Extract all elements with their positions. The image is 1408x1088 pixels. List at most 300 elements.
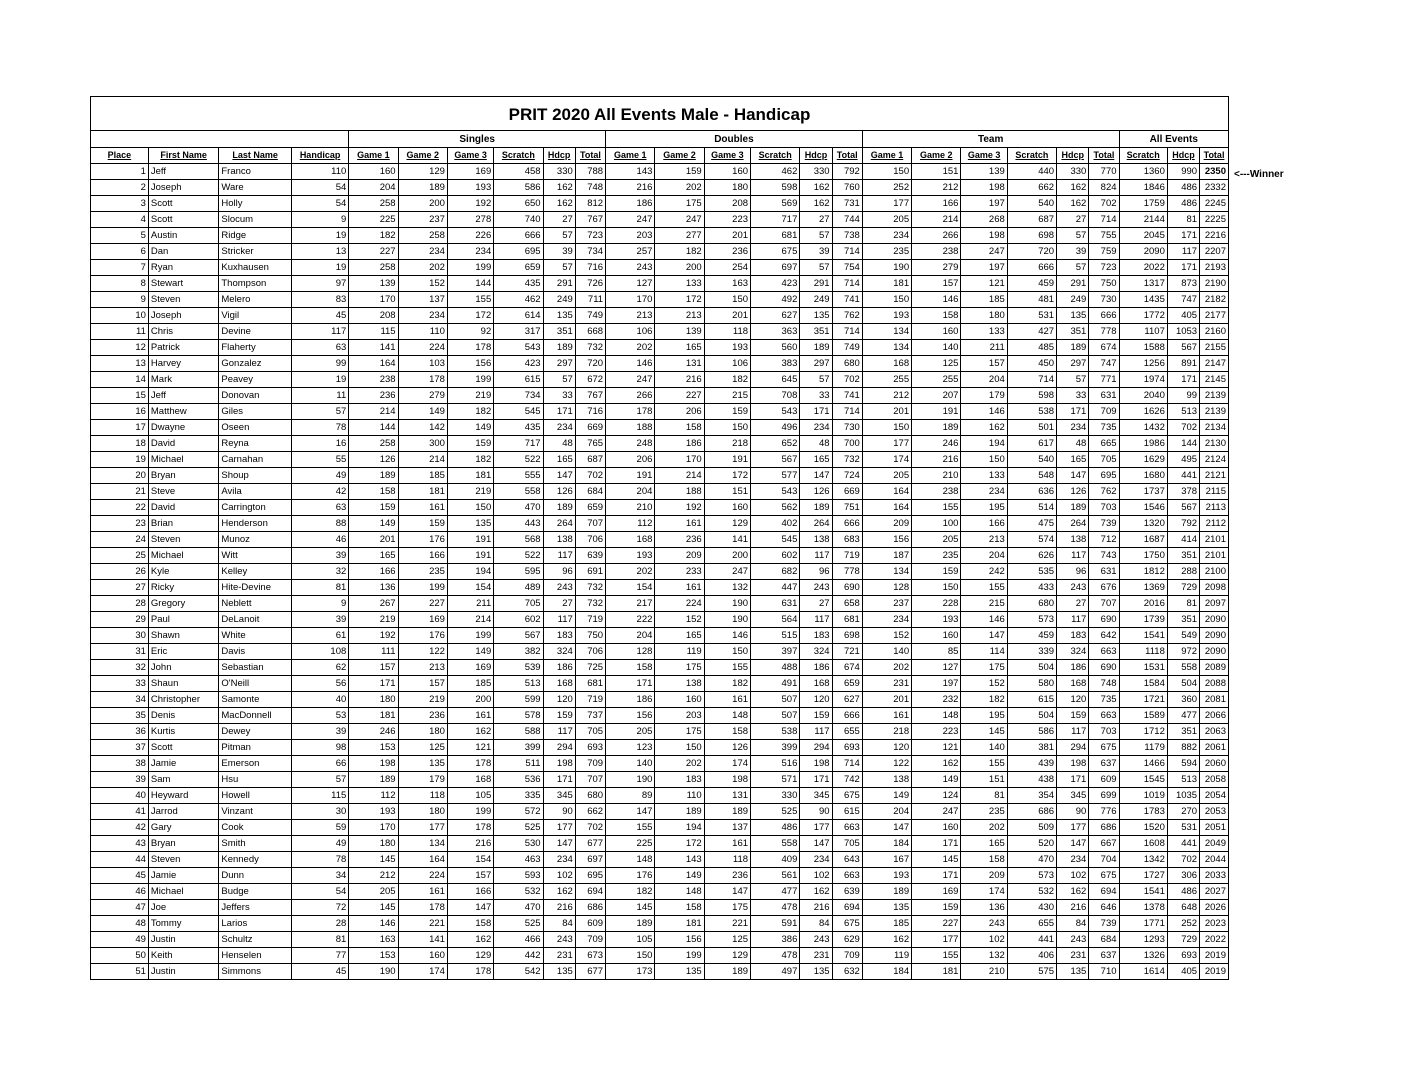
table-cell: 222 [606,612,655,628]
table-cell: 57 [1057,260,1089,276]
table-cell: 205 [862,468,911,484]
table-cell: 219 [398,692,447,708]
table-cell: 171 [800,404,832,420]
table-cell: 723 [1089,260,1119,276]
table-cell: 158 [961,852,1007,868]
table-cell: 249 [1057,292,1089,308]
table-cell: 199 [447,260,493,276]
table-cell: 423 [751,276,800,292]
table-cell: 186 [543,660,575,676]
table-cell: 121 [912,740,961,756]
table-cell: 2332 [1200,180,1228,196]
table-cell: 218 [704,436,750,452]
table-cell: 214 [398,452,447,468]
table-cell: 119 [862,948,911,964]
table-cell: 750 [1089,276,1119,292]
table-cell: 166 [398,548,447,564]
table-cell: 709 [832,948,862,964]
table-cell: 277 [655,228,704,244]
table-cell: 151 [961,772,1007,788]
table-cell: 25 [91,548,148,564]
table-cell: 171 [800,772,832,788]
table-cell: 1256 [1119,356,1167,372]
table-cell: Steven [148,292,218,308]
table-cell: 141 [398,932,447,948]
table-row [91,788,1228,804]
table-cell: 330 [751,788,800,804]
table-cell: 208 [349,308,398,324]
table-cell: 1 [91,164,148,180]
table-cell: 739 [1089,516,1119,532]
table-cell: 110 [655,788,704,804]
table-cell: Steven [148,852,218,868]
table-cell: 59 [291,820,348,836]
table-cell: 195 [961,708,1007,724]
table-cell: 170 [606,292,655,308]
table-cell: 92 [447,324,493,340]
table-cell: 125 [704,932,750,948]
table-cell: 96 [543,564,575,580]
table-cell: Scott [148,196,218,212]
table-cell: 690 [1089,660,1119,676]
table-cell: 90 [800,804,832,820]
table-cell: 525 [494,820,543,836]
table-cell: Howell [219,788,292,804]
table-cell: DeLanoit [219,612,292,628]
table-cell: 186 [1057,660,1089,676]
table-cell: 2066 [1200,708,1228,724]
table-cell: Thompson [219,276,292,292]
table-cell: 140 [912,340,961,356]
table-cell: 147 [1057,468,1089,484]
table-cell: 267 [349,596,398,612]
table-cell: 706 [575,532,605,548]
table-cell: 748 [1089,676,1119,692]
table-cell: 198 [543,756,575,772]
table-cell: 131 [655,356,704,372]
table-cell: 511 [494,756,543,772]
table-cell: 162 [543,884,575,900]
table-cell: 159 [1057,708,1089,724]
table-cell: 515 [751,628,800,644]
table-cell: Joe [148,900,218,916]
table-cell: 178 [606,404,655,420]
table-cell: 147 [862,820,911,836]
table-cell: Heyward [148,788,218,804]
table-cell: 145 [349,852,398,868]
table-cell: 223 [704,212,750,228]
table-cell: 236 [349,388,398,404]
table-row [91,500,1228,516]
table-cell: 144 [349,420,398,436]
table-cell: 135 [800,308,832,324]
table-cell: 1520 [1119,820,1167,836]
table-cell: Bryan [148,468,218,484]
table-cell: 171 [1167,228,1199,244]
table-cell: 171 [1057,772,1089,788]
table-cell: 57 [800,372,832,388]
table-cell: 741 [832,388,862,404]
table-cell: 676 [1089,580,1119,596]
table-cell: Holly [219,196,292,212]
table-cell: 145 [349,900,398,916]
table-cell: 34 [291,868,348,884]
table-cell: 719 [832,548,862,564]
table-cell: 11 [291,388,348,404]
table-cell: Davis [219,644,292,660]
table-cell: 234 [398,308,447,324]
group-doubles: Doubles [606,131,863,148]
table-cell: 2155 [1200,340,1228,356]
table-cell: 48 [543,436,575,452]
table-cell: 2090 [1119,244,1167,260]
column-header: Total [832,148,862,164]
table-cell: Hite-Devine [219,580,292,596]
table-cell: 139 [349,276,398,292]
table-row [91,484,1228,500]
table-cell: 767 [575,388,605,404]
table-cell: 702 [1089,196,1119,212]
table-cell: 548 [1007,468,1056,484]
table-cell: 225 [349,212,398,228]
table-cell: 237 [398,212,447,228]
table-cell: 150 [704,292,750,308]
table-cell: 146 [912,292,961,308]
table-cell: 132 [704,580,750,596]
table-cell: 138 [800,532,832,548]
table-cell: 135 [862,900,911,916]
table-cell: 11 [91,324,148,340]
table-cell: 204 [961,548,1007,564]
table-cell: 507 [751,708,800,724]
table-cell: 525 [494,916,543,932]
table-cell: 27 [543,596,575,612]
table-cell: 1739 [1119,612,1167,628]
table-cell: 186 [606,196,655,212]
table-cell: 378 [1167,484,1199,500]
table-row [91,340,1228,356]
table-cell: 513 [1167,772,1199,788]
table-cell: 243 [800,932,832,948]
table-cell: 126 [349,452,398,468]
table-cell: 159 [398,516,447,532]
table-cell: 150 [447,500,493,516]
table-cell: 19 [291,372,348,388]
table-cell: 258 [349,260,398,276]
table-cell: 477 [1167,708,1199,724]
table-cell: Henselen [219,948,292,964]
table-cell: 189 [912,420,961,436]
table-cell: 169 [912,884,961,900]
table-cell: 211 [447,596,493,612]
table-cell: 134 [862,340,911,356]
table-cell: 32 [291,564,348,580]
table-cell: 1771 [1119,916,1167,932]
table-cell: 3 [91,196,148,212]
table-cell: 224 [398,340,447,356]
table-cell: 149 [349,516,398,532]
table-cell: 2147 [1200,356,1228,372]
table-cell: 268 [961,212,1007,228]
table-cell: 459 [1007,628,1056,644]
table-cell: 626 [1007,548,1056,564]
table-cell: 6 [91,244,148,260]
table-cell: 193 [349,804,398,820]
table-cell: 430 [1007,900,1056,916]
table-cell: 224 [398,868,447,884]
table-cell: 236 [704,244,750,260]
table-cell: 155 [704,660,750,676]
table-cell: 149 [398,404,447,420]
table-cell: 163 [349,932,398,948]
table-cell: MacDonnell [219,708,292,724]
table-cell: 716 [575,404,605,420]
table-cell: 49 [91,932,148,948]
table-cell: 609 [1089,772,1119,788]
table-cell: 36 [91,724,148,740]
table-cell: 199 [447,804,493,820]
table-cell: 133 [961,468,1007,484]
table-cell: 168 [1057,676,1089,692]
table-cell: Jeffers [219,900,292,916]
table-cell: 189 [1057,500,1089,516]
table-cell: 166 [961,516,1007,532]
table-cell: 57 [1057,228,1089,244]
table-cell: 792 [1167,516,1199,532]
table-cell: 522 [494,452,543,468]
table-cell: 162 [912,756,961,772]
table-cell: 164 [862,484,911,500]
table-cell: 198 [961,228,1007,244]
table-cell: 477 [751,884,800,900]
table-cell: 176 [398,532,447,548]
table-cell: 168 [862,356,911,372]
table-cell: 96 [1057,564,1089,580]
table-cell: 516 [751,756,800,772]
table-cell: 204 [606,484,655,500]
table-cell: 191 [447,548,493,564]
table-cell: 147 [800,468,832,484]
table-cell: 126 [1057,484,1089,500]
table-cell: 147 [800,836,832,852]
table-cell: 639 [832,884,862,900]
table-cell: 117 [291,324,348,340]
table-row [91,948,1228,964]
table-cell: 675 [1089,740,1119,756]
table-cell: 1320 [1119,516,1167,532]
column-header: Hdcp [800,148,832,164]
table-cell: 27 [800,212,832,228]
table-cell: 14 [91,372,148,388]
table-cell: 324 [543,644,575,660]
table-cell: 681 [751,228,800,244]
table-cell: 201 [862,692,911,708]
table-cell: 165 [1057,452,1089,468]
table-cell: 84 [1057,916,1089,932]
table-cell: Smith [219,836,292,852]
table-cell: 681 [832,612,862,628]
table-cell: 117 [1057,724,1089,740]
table-cell: 155 [447,292,493,308]
table-cell: 264 [543,516,575,532]
table-cell: 182 [704,372,750,388]
table-cell: 180 [398,804,447,820]
table-cell: Denis [148,708,218,724]
table-cell: 447 [751,580,800,596]
table-cell: Kurtis [148,724,218,740]
table-cell: 132 [961,948,1007,964]
table-cell: 189 [800,500,832,516]
table-cell: 102 [961,932,1007,948]
table-cell: 168 [543,676,575,692]
table-cell: 181 [655,916,704,932]
table-cell: 198 [349,756,398,772]
table-cell: 159 [447,436,493,452]
table-cell: 57 [291,772,348,788]
table-cell: 102 [800,868,832,884]
table-cell: 78 [291,852,348,868]
table-cell: 218 [862,724,911,740]
table-cell: 115 [291,788,348,804]
table-cell: Vigil [219,308,292,324]
table-cell: 126 [704,740,750,756]
table-cell: 2113 [1200,500,1228,516]
table-cell: 238 [912,244,961,260]
table-cell: 175 [655,724,704,740]
table-cell: 180 [398,724,447,740]
table-cell: 199 [398,580,447,596]
table-cell: 171 [912,836,961,852]
table-cell: 236 [398,708,447,724]
table-cell: 639 [575,548,605,564]
table-cell: 2019 [1200,948,1228,964]
table-cell: 243 [543,580,575,596]
table-cell: 83 [291,292,348,308]
table-cell: Shawn [148,628,218,644]
table-cell: 126 [800,484,832,500]
table-cell: 1342 [1119,852,1167,868]
table-cell: 588 [494,724,543,740]
table-cell: 486 [1167,196,1199,212]
table-cell: 291 [543,276,575,292]
table-cell: 732 [575,580,605,596]
table-cell: 666 [494,228,543,244]
table-cell: 668 [575,324,605,340]
table-row [91,580,1228,596]
group-header-row [91,131,1228,148]
table-cell: 146 [704,628,750,644]
table-cell: 675 [832,916,862,932]
table-cell: 177 [912,932,961,948]
table-cell: Melero [219,292,292,308]
group-all-events: All Events [1119,131,1228,148]
table-cell: 351 [1057,324,1089,340]
table-cell: 135 [543,964,575,980]
group-team: Team [862,131,1119,148]
table-cell: 221 [398,916,447,932]
table-cell: 90 [1057,804,1089,820]
table-cell: 730 [832,420,862,436]
table-cell: 463 [494,852,543,868]
table-cell: 2100 [1200,564,1228,580]
table-cell: 627 [832,692,862,708]
table-cell: 117 [800,612,832,628]
table-cell: 150 [862,420,911,436]
table-cell: 147 [961,628,1007,644]
table-cell: Gregory [148,596,218,612]
table-cell: 129 [704,516,750,532]
table-cell: 1608 [1119,836,1167,852]
table-cell: 202 [398,260,447,276]
table-cell: 778 [832,564,862,580]
table-cell: 206 [655,404,704,420]
table-cell: 200 [398,196,447,212]
table-cell: 2216 [1200,228,1228,244]
table-cell: 143 [655,852,704,868]
table-cell: 2139 [1200,388,1228,404]
table-cell: 542 [494,964,543,980]
table-cell: 214 [655,468,704,484]
table-cell: 147 [1057,836,1089,852]
table-cell: 174 [704,756,750,772]
table-cell: 121 [961,276,1007,292]
table-cell: 137 [704,820,750,836]
table-cell: 690 [832,580,862,596]
table-cell: 162 [543,196,575,212]
table-cell: 1626 [1119,404,1167,420]
table-cell: 246 [912,436,961,452]
table-cell: 158 [447,916,493,932]
table-cell: 812 [575,196,605,212]
table-cell: 549 [1167,628,1199,644]
column-header: Game 3 [704,148,750,164]
table-cell: Patrick [148,340,218,356]
table-cell: 409 [751,852,800,868]
table-cell: 707 [1089,596,1119,612]
table-cell: 755 [1089,228,1119,244]
table-cell: 567 [1167,500,1199,516]
table-row [91,468,1228,484]
column-header: Game 3 [447,148,493,164]
table-cell: Harvey [148,356,218,372]
table-cell: 146 [961,612,1007,628]
table-cell: 2090 [1200,628,1228,644]
table-cell: 165 [655,340,704,356]
table-cell: 122 [398,644,447,660]
table-cell: Schultz [219,932,292,948]
table-cell: 186 [800,660,832,676]
table-cell: 198 [961,180,1007,196]
table-cell: 249 [543,292,575,308]
table-cell: 39 [1057,244,1089,260]
table-cell: 317 [494,324,543,340]
table-cell: 666 [1089,308,1119,324]
table-cell: 297 [800,356,832,372]
table-cell: Matthew [148,404,218,420]
table-cell: Jamie [148,756,218,772]
table-cell: 258 [349,436,398,452]
table-cell: 168 [606,532,655,548]
table-cell: 159 [800,708,832,724]
table-cell: 709 [575,932,605,948]
table-cell: O'Neill [219,676,292,692]
table-cell: 714 [832,756,862,772]
table-cell: 234 [961,484,1007,500]
table-cell: 246 [349,724,398,740]
table-cell: 197 [961,196,1007,212]
table-cell: 135 [655,964,704,980]
table-cell: 162 [862,932,911,948]
